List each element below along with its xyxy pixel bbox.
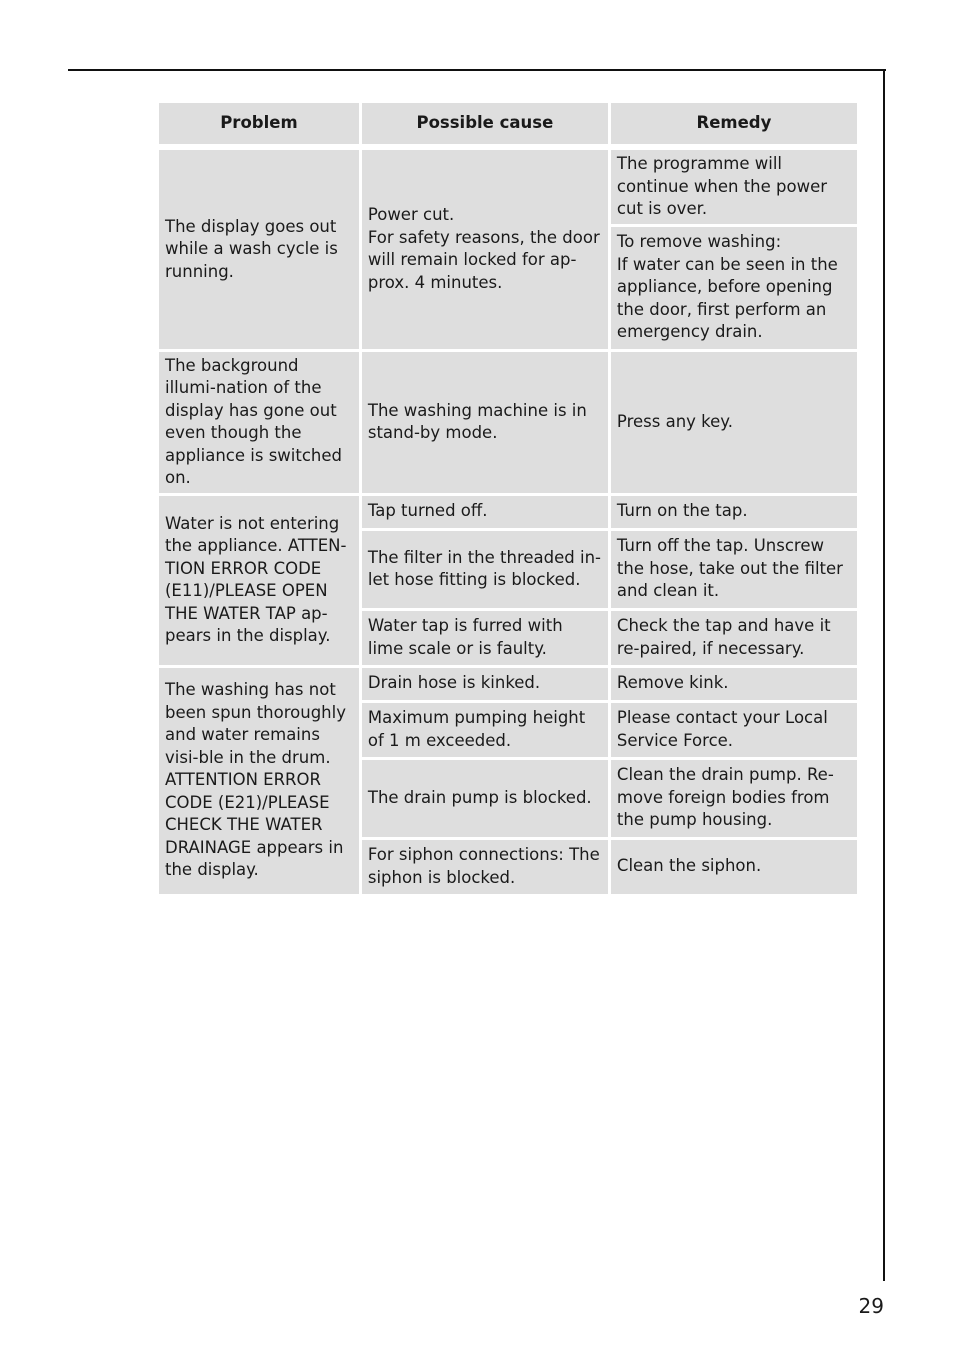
cause-cell: Maximum pumping height of 1 m exceeded.	[362, 703, 608, 757]
table-row	[159, 668, 857, 700]
remedy-cell: Press any key.	[611, 352, 857, 493]
right-rule	[883, 69, 885, 1281]
remedy-cell: Please contact your Local Service Force.	[611, 703, 857, 757]
table-header-row	[159, 103, 857, 147]
remedy-cell: Turn on the tap.	[611, 496, 857, 528]
cause-cell: Power cut. For safety reasons, the door will remain locked for ap-prox. 4 minutes.	[362, 150, 608, 349]
problem-cell: Water is not entering the appliance. ATTEN-TION ERROR CODE (E11)/PLEASE OPEN THE WATER TAP ap-pears in the display.	[159, 496, 359, 665]
remedy-cell: To remove washing: If water can be seen in the appliance, before opening the door, first perform an emergency drain.	[611, 227, 857, 349]
troubleshooting-table	[156, 100, 860, 897]
table-row	[159, 150, 857, 224]
header-possible-cause: Possible cause	[362, 103, 608, 147]
cause-cell: Tap turned off.	[362, 496, 608, 528]
page-number: 29	[858, 1294, 884, 1318]
remedy-cell: Remove kink.	[611, 668, 857, 700]
header-remedy: Remedy	[611, 103, 857, 147]
problem-cell: The background illumi-nation of the display has gone out even though the appliance is switched on.	[159, 352, 359, 493]
cause-cell: Drain hose is kinked.	[362, 668, 608, 700]
cause-cell: The filter in the threaded in-let hose fitting is blocked.	[362, 531, 608, 608]
remedy-cell: Check the tap and have it re-paired, if necessary.	[611, 611, 857, 665]
top-rule	[68, 69, 886, 71]
cause-cell: Water tap is furred with lime scale or is faulty.	[362, 611, 608, 665]
cause-cell: The drain pump is blocked.	[362, 760, 608, 837]
cause-cell: The washing machine is in stand-by mode.	[362, 352, 608, 493]
remedy-cell: Turn off the tap. Unscrew the hose, take out the filter and clean it.	[611, 531, 857, 608]
remedy-cell: Clean the siphon.	[611, 840, 857, 894]
remedy-cell: Clean the drain pump. Re-move foreign bodies from the pump housing.	[611, 760, 857, 837]
header-problem: Problem	[159, 103, 359, 147]
cause-cell: For siphon connections: The siphon is blocked.	[362, 840, 608, 894]
remedy-cell: The programme will continue when the power cut is over.	[611, 150, 857, 224]
problem-cell: The display goes out while a wash cycle is running.	[159, 150, 359, 349]
table-row	[159, 352, 857, 493]
table-row	[159, 496, 857, 528]
problem-cell: The washing has not been spun thoroughly and water remains visi-ble in the drum. ATTENTION ERROR CODE (E21)/PLEASE CHECK THE WATER DRAINAGE appears in the display.	[159, 668, 359, 894]
